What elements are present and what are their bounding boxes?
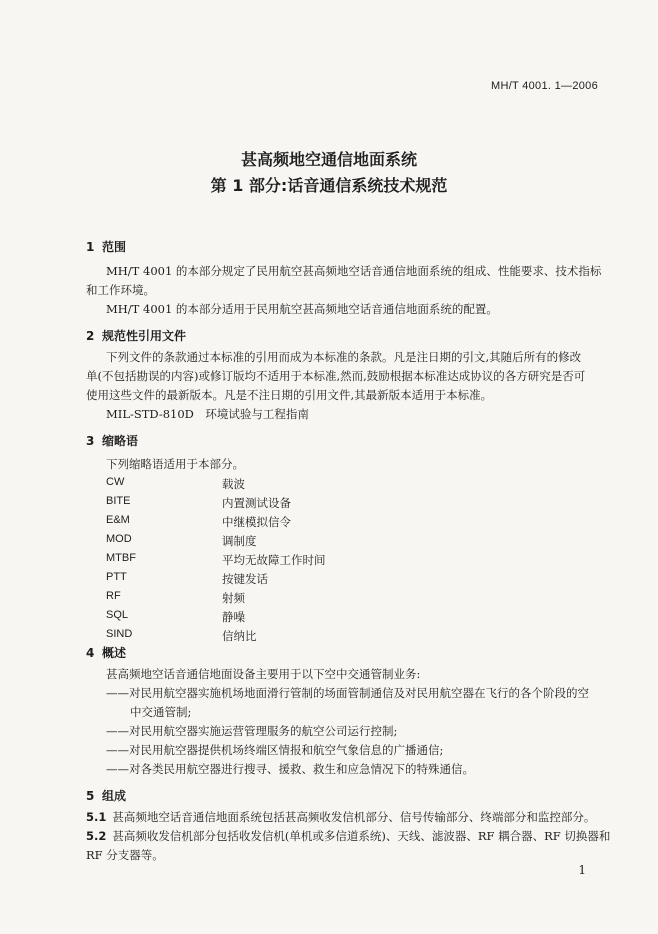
section-number: 5: [86, 789, 95, 803]
abbreviation: E&M: [106, 514, 130, 526]
section-1-heading: [86, 238, 126, 255]
section-number: 2: [86, 329, 95, 343]
abbreviation-meaning: 载波: [222, 477, 245, 491]
section-4-heading: [86, 644, 126, 661]
abbreviation-meaning: 内置测试设备: [222, 496, 291, 510]
section-title: 规范性引用文件: [102, 329, 187, 343]
abbreviation-meaning: 调制度: [222, 534, 257, 548]
paragraph-line: 和工作环境。: [86, 283, 155, 297]
paragraph-line: 单(不包括勘误的内容)或修订版均不适用于本标准,然而,鼓励根据本标准达成协议的各方研究是否可: [86, 369, 586, 383]
clause-number: 5.2: [86, 829, 107, 843]
section-title: 组成: [102, 789, 127, 803]
section-3-heading: [86, 432, 138, 449]
section-2-heading: [86, 327, 186, 344]
list-item: ——对民用航空器实施机场地面滑行管制的场面管制通信及对民用航空器在飞行的各个阶段的空: [106, 686, 589, 700]
paragraph-line: RF 分支器等。: [86, 848, 164, 862]
list-item-continuation: 中交通管制;: [130, 705, 192, 719]
paragraph-line: 甚高频地空话音通信地面设备主要用于以下空中交通管制业务:: [106, 667, 421, 681]
clause-text: 甚高频地空话音通信地面系统包括甚高频收发信机部分、信号传输部分、终端部分和监控部分。: [112, 810, 596, 824]
paragraph-line: 下列文件的条款通过本标准的引用而成为本标准的条款。凡是注日期的引文,其随后所有的修改: [106, 350, 582, 364]
paragraph-line: MH/T 4001 的本部分规定了民用航空甚高频地空话音通信地面系统的组成、性能要求、技术指标: [106, 264, 602, 278]
abbreviation: MOD: [106, 533, 132, 545]
section-title: 范围: [102, 240, 127, 254]
section-number: 4: [86, 646, 95, 660]
clause-number: 5.1: [86, 810, 107, 824]
abbreviations-intro: 下列缩略语适用于本部分。: [106, 457, 244, 471]
abbreviation: SQL: [106, 609, 129, 621]
list-item: ——对民用航空器提供机场终端区情报和航空气象信息的广播通信;: [106, 743, 444, 757]
abbreviation: PTT: [106, 571, 127, 583]
reference-entry: MIL-STD-810D 环境试验与工程指南: [106, 407, 309, 421]
list-item: ——对民用航空器实施运营管理服务的航空公司运行控制;: [106, 724, 398, 738]
abbreviation-meaning: 信纳比: [222, 629, 257, 643]
abbreviation-meaning: 射频: [222, 591, 245, 605]
list-item: ——对各类民用航空器进行搜寻、援救、救生和应急情况下的特殊通信。: [106, 762, 474, 776]
section-5-heading: [86, 787, 126, 804]
page-number: 1: [578, 863, 586, 877]
abbreviation-meaning: 静噪: [222, 610, 245, 624]
section-title: 概述: [102, 646, 127, 660]
abbreviation-meaning: 按键发话: [222, 572, 268, 586]
abbreviation: MTBF: [106, 552, 136, 564]
paragraph-line: 使用这些文件的最新版本。凡是不注日期的引用文件,其最新版本适用于本标准。: [86, 388, 493, 402]
abbreviation: RF: [106, 590, 121, 602]
paragraph-line: MH/T 4001 的本部分适用于民用航空甚高频地空话音通信地面系统的配置。: [106, 302, 498, 316]
abbreviation: CW: [106, 476, 125, 488]
clause-5-1: [86, 807, 595, 827]
abbreviation: SIND: [106, 628, 133, 640]
abbreviation-meaning: 平均无故障工作时间: [222, 553, 326, 567]
section-number: 3: [86, 434, 95, 448]
document-code: MH/T 4001. 1—2006: [490, 80, 598, 92]
clause-5-2: [86, 826, 610, 846]
abbreviation-meaning: 中继模拟信令: [222, 515, 291, 529]
section-number: 1: [86, 240, 95, 254]
abbreviation: BITE: [106, 495, 131, 507]
section-title: 缩略语: [102, 434, 139, 448]
clause-text: 甚高频收发信机部分包括收发信机(单机或多信道系统)、天线、滤波器、RF 耦合器、RF 切换器和: [112, 829, 611, 843]
document-title: 甚高频地空通信地面系统: [240, 150, 417, 169]
document-subtitle: 第 1 部分:话音通信系统技术规范: [210, 176, 448, 195]
